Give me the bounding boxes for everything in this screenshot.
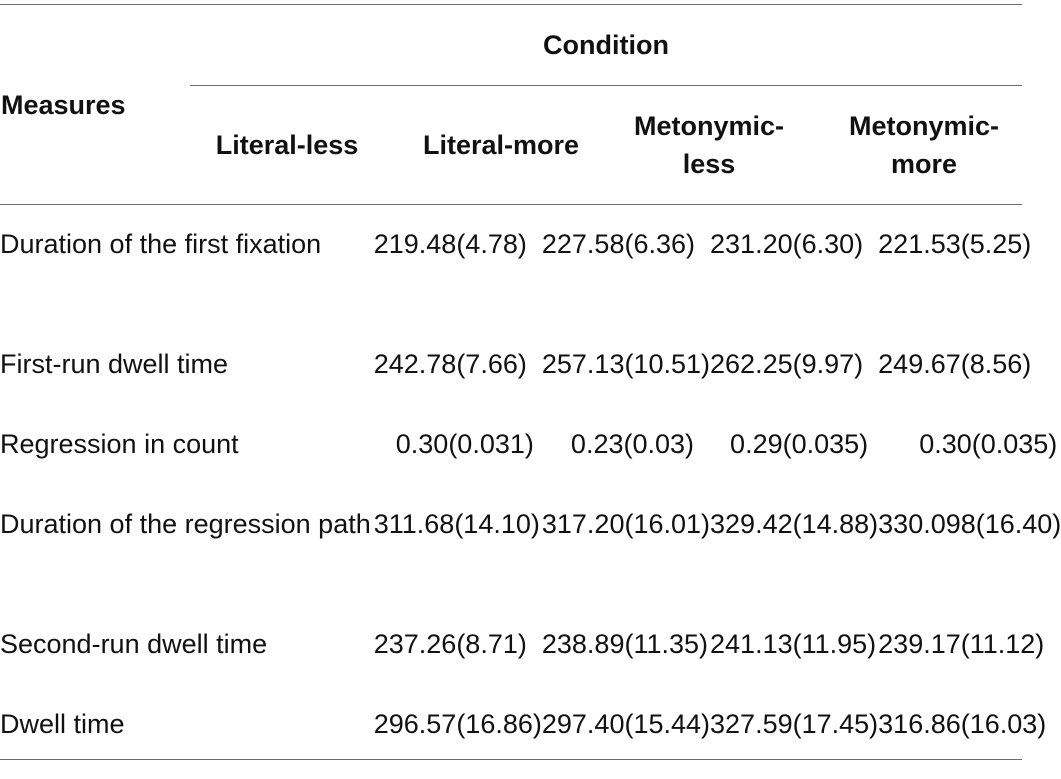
column-header-text: Literal-more (422, 130, 580, 160)
column-header-line: less (682, 149, 736, 179)
table-body (0, 224, 1061, 744)
column-header-metonymic-more (824, 107, 1024, 183)
table-cell: 316.86(16.03) (878, 709, 1047, 739)
measure-label: First-run dwell time (0, 349, 229, 379)
table-cell: 311.68(14.10) (373, 509, 540, 539)
column-header-line: Metonymic- (633, 111, 785, 141)
measure-label: Dwell time (0, 709, 125, 739)
table-row (0, 424, 1061, 504)
table-cell: 262.25(9.97) (710, 349, 864, 379)
table-row (0, 624, 1061, 704)
table-cell: 237.26(8.71) (373, 629, 527, 659)
measure-label: Second-run dwell time (0, 629, 268, 659)
table-cell: 327.59(17.45) (710, 709, 879, 739)
header-rule (0, 204, 1022, 205)
table-cell: 231.20(6.30) (710, 229, 864, 259)
condition-rule (190, 85, 1022, 86)
table-cell: 329.42(14.88) (710, 509, 879, 539)
table-cell: 0.23(0.03) (570, 429, 695, 459)
column-header-text: Literal-less (215, 130, 359, 160)
table-cell: 227.58(6.36) (541, 229, 695, 259)
measure-label: Duration of the first fixation (0, 229, 322, 259)
column-header-line: Metonymic- (848, 111, 1000, 141)
table-cell: 317.20(16.01) (541, 509, 711, 539)
measures-header (1, 86, 126, 124)
table-cell: 241.13(11.95) (710, 629, 877, 659)
table-row (0, 344, 1061, 424)
table-cell: 257.13(10.51) (541, 349, 711, 379)
table-cell: 0.29(0.035) (730, 429, 869, 459)
table-row (0, 224, 1061, 344)
column-header-literal-more (401, 126, 601, 164)
table-cell: 297.40(15.44) (541, 709, 711, 739)
table-cell: 330.098(16.40) (878, 509, 1061, 539)
table-cell: 219.48(4.78) (373, 229, 527, 259)
measure-label: Regression in count (0, 429, 239, 459)
measure-label: Duration of the regression path (0, 509, 371, 539)
table-cell: 0.30(0.035) (919, 429, 1058, 459)
table-cell: 239.17(11.12) (878, 629, 1045, 659)
column-header-metonymic-less (609, 107, 809, 183)
condition-header: Condition (543, 30, 669, 60)
table-row (0, 704, 1061, 744)
table-cell: 242.78(7.66) (373, 349, 527, 379)
bottom-rule (0, 759, 1022, 760)
table-cell: 221.53(5.25) (878, 229, 1032, 259)
table-cell: 0.30(0.031) (395, 429, 534, 459)
table-cell: 249.67(8.56) (878, 349, 1032, 379)
column-header-literal-less (187, 126, 387, 164)
table-cell: 238.89(11.35) (541, 629, 709, 659)
table-cell: 296.57(16.86) (373, 709, 542, 739)
column-header-line: more (890, 149, 958, 179)
table-row (0, 504, 1061, 624)
measures-header-label: Measures (1, 90, 126, 120)
top-rule (0, 4, 1022, 5)
